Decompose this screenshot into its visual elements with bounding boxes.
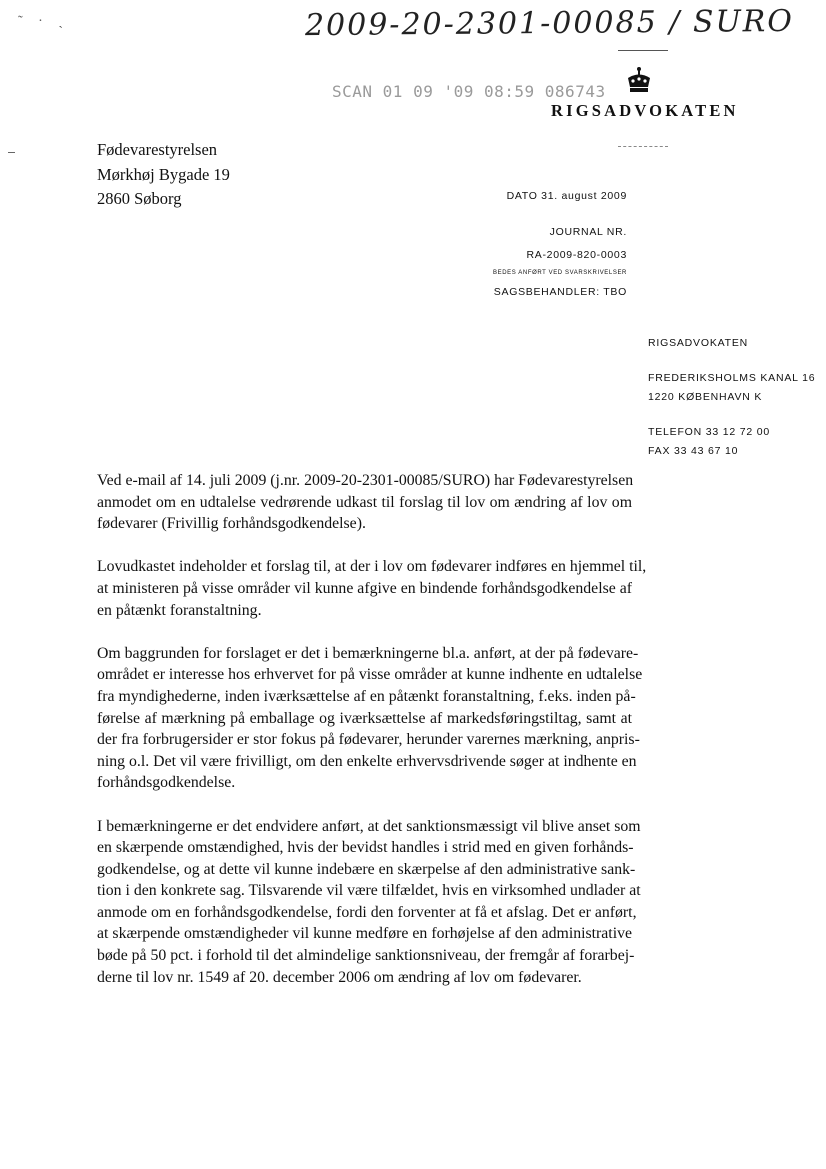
- body-line: bøde på 50 pct. i forhold til det almindelige sanktionsniveau, der fremgår af forarbej-: [97, 947, 635, 965]
- sender-street: FREDERIKSHOLMS KANAL 16: [648, 372, 816, 384]
- journal-number: RA-2009-820-0003: [526, 249, 627, 261]
- sender-fax: FAX 33 43 67 10: [648, 445, 739, 457]
- letter-body: [97, 470, 647, 1010]
- paragraph-4: [97, 816, 641, 989]
- handwritten-reference: 2009-20-2301-00085 / SURO: [304, 3, 795, 44]
- recipient-name: Fødevarestyrelsen: [97, 140, 218, 159]
- body-line: forhåndsgodkendelse.: [97, 774, 236, 792]
- body-line: anmode om en forhåndsgodkendelse, fordi den forventer at få et afslag. Det er anført,: [97, 903, 637, 921]
- body-line: fra myndighederne, inden iværksættelse af en påtænkt foranstaltning, f.eks. inden på-: [97, 687, 636, 705]
- body-line: ning o.l. Det vil være frivilligt, om den enkelte erhvervsdrivende søger at indhente en: [97, 752, 637, 770]
- recipient-address: [97, 138, 230, 212]
- body-line: anmodet om en udtalelse vedrørende udkast til forslag til lov om ændring af lov om: [97, 493, 632, 511]
- body-line: en skærpende omstændighed, hvis der bevidst handles i strid med en given forhånds-: [97, 839, 634, 857]
- body-line: fødevarer (Frivillig forhåndsgodkendelse).: [97, 515, 366, 533]
- body-line: Ved e-mail af 14. juli 2009 (j.nr. 2009-20-2301-00085/SURO) har Fødevarestyrelsen: [97, 472, 634, 489]
- body-line: derne til lov nr. 1549 af 20. december 2006 om ændring af lov om fødevarer.: [97, 968, 582, 986]
- body-line: der fra forbrugersider er stor fokus på fødevarer, herunder varernes mærkning, anpris-: [97, 731, 640, 749]
- body-line: en påtænkt foranstaltning.: [97, 601, 262, 619]
- journal-note: BEDES ANFØRT VED SVARSKRIVELSER: [493, 270, 627, 276]
- dash-mark: [618, 146, 668, 148]
- body-line: at skærpende omstændigheder vil kunne medføre en forhøjelse af den administrative: [97, 925, 632, 943]
- sender-block: [648, 334, 815, 461]
- paragraph-2: [97, 556, 647, 621]
- paragraph-3: [97, 643, 643, 794]
- margin-tick: [8, 152, 15, 153]
- body-line: området er interesse hos erhvervet for på visse områder at kunne indhente en udtalelse: [97, 666, 643, 684]
- body-line: at ministeren på visse områder vil kunne afgive en bindende forhåndsgodkendelse af: [97, 579, 632, 597]
- body-line: Om baggrunden for forslaget er det i bemærkningerne bl.a. anført, at der på fødevare-: [97, 644, 639, 662]
- body-line: førelse af mærkning på emballage og iværksættelse af markedsføringstiltag, samt at: [97, 709, 632, 727]
- body-line: godkendelse, og at dette vil kunne indebære en skærpelse af den administrative sank-: [97, 860, 636, 878]
- sender-name: RIGSADVOKATEN: [648, 337, 749, 349]
- sender-phone: TELEFON 33 12 72 00: [648, 426, 771, 438]
- recipient-city: 2860 Søborg: [97, 189, 182, 208]
- handwritten-underline: [618, 50, 668, 51]
- body-line: I bemærkningerne er det endvidere anført, at det sanktionsmæssigt vil blive anset som: [97, 817, 641, 835]
- journal-label: JOURNAL NR.: [549, 226, 627, 238]
- date-line: DATO 31. august 2009: [506, 190, 627, 202]
- sender-city: 1220 KØBENHAVN K: [648, 391, 763, 403]
- scan-corner-marks: ˜ · ˏ: [18, 14, 69, 29]
- scan-stamp: SCAN 01 09 '09 08:59 086743: [332, 82, 606, 101]
- crown-icon: [624, 66, 654, 96]
- body-line: tion i den konkrete sag. Tilsvarende vil være tilfældet, hvis en virksomhed undlader at: [97, 882, 641, 900]
- body-line: Lovudkastet indeholder et forslag til, at der i lov om fødevarer indføres en hjemmel til,: [97, 558, 647, 576]
- organization-title: RIGSADVOKATEN: [551, 101, 739, 120]
- case-officer: SAGSBEHANDLER: TBO: [493, 286, 627, 298]
- recipient-street: Mørkhøj Bygade 19: [97, 164, 230, 184]
- paragraph-1: [97, 470, 632, 535]
